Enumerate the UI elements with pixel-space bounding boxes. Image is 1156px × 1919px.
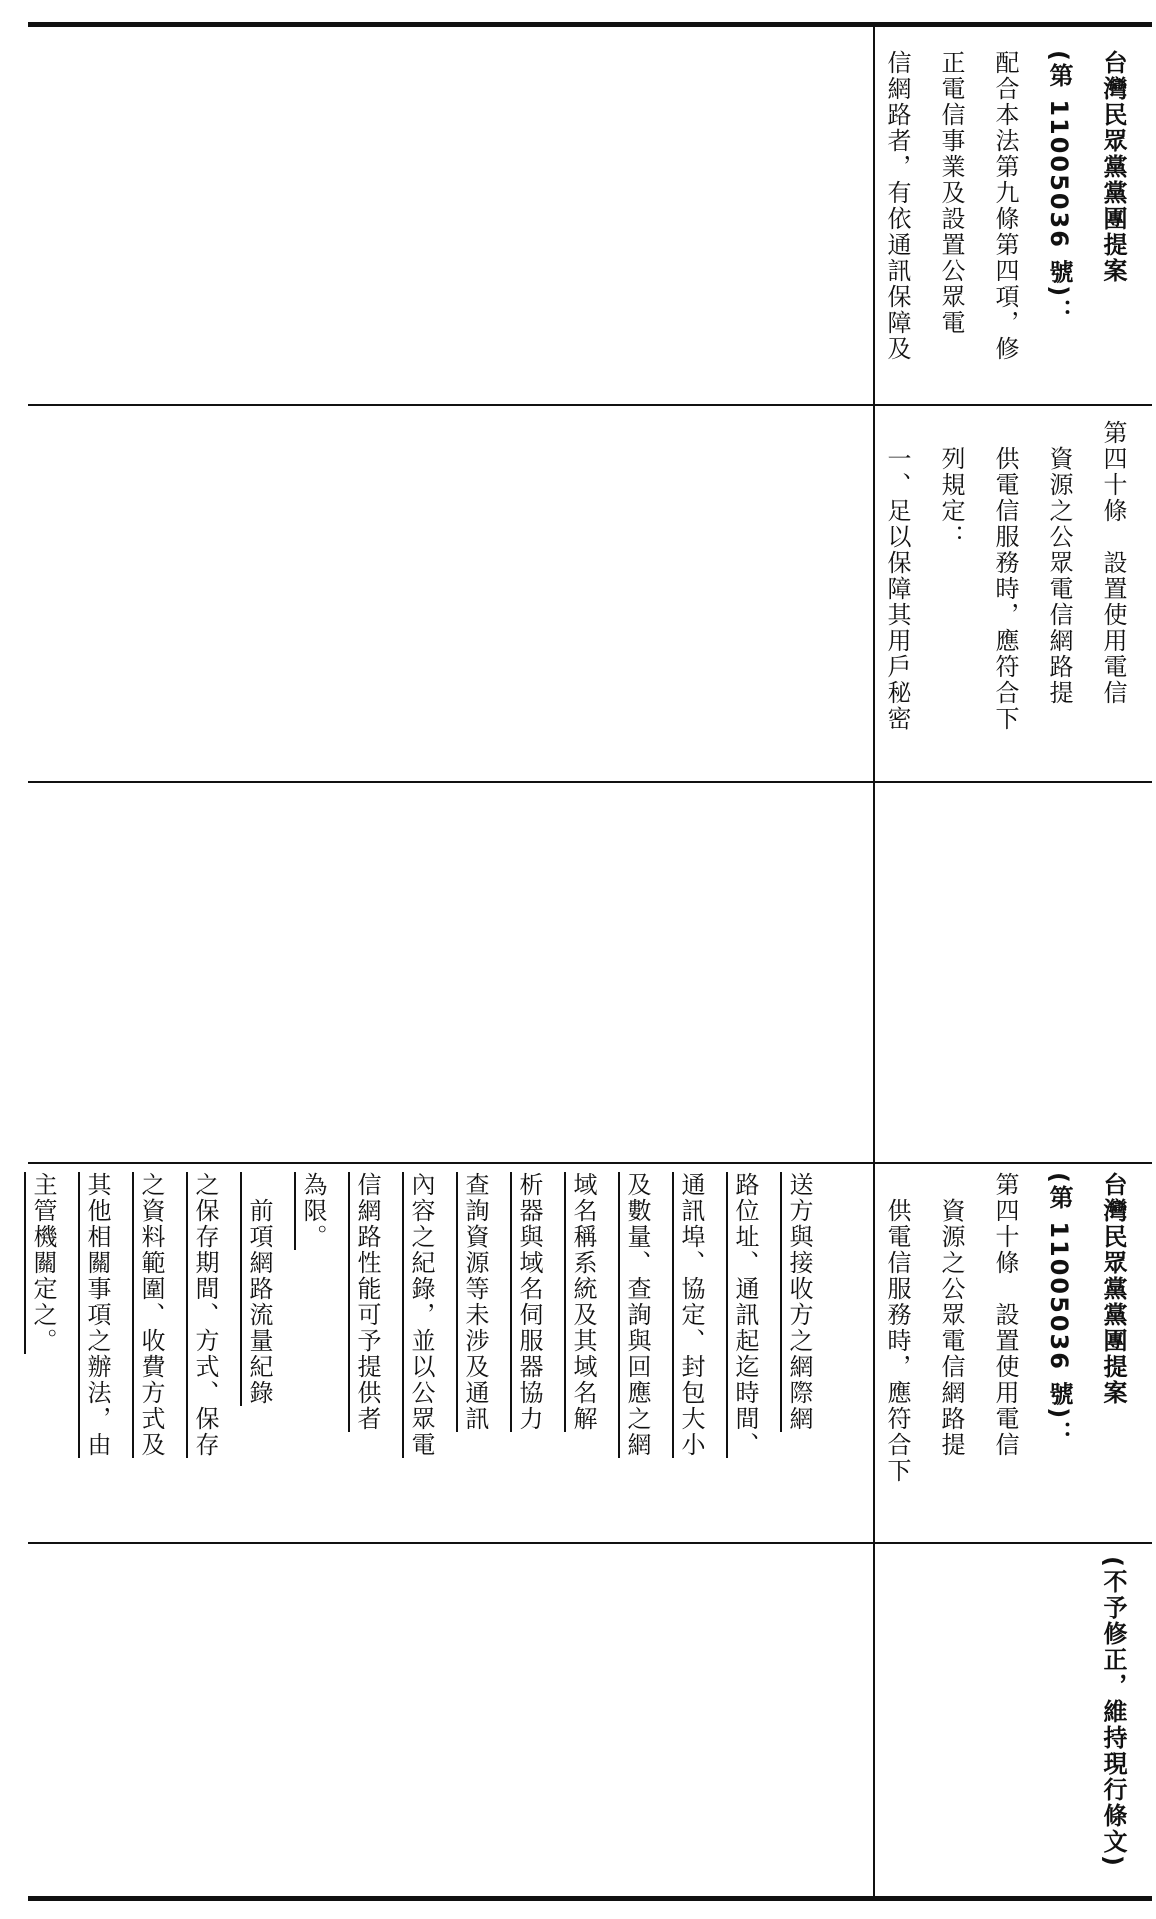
row2-cell: [870, 420, 1140, 770]
row1-cell: [870, 50, 1140, 390]
row4-heading: 台灣民眾黨黨團提案: [1099, 1172, 1127, 1406]
row1-line-3: 信網路者，有依通訊保障及: [883, 50, 911, 362]
row4-left-line-12: 之保存期間、方式、保存: [191, 1172, 219, 1458]
row4-right-line-3: 供電信服務時，應符合下: [883, 1172, 911, 1484]
row4-left-line-2: 路位址、通訊起迄時間、: [731, 1172, 759, 1458]
row1-line-1: 配合本法第九條第四項，修: [991, 50, 1019, 362]
row4-left-line-10: 為限。: [299, 1172, 327, 1250]
row4-left-line-7: 查詢資源等未涉及通訊: [461, 1172, 489, 1432]
row4-subheading: (第 11005036 號)：: [1045, 1172, 1073, 1447]
row4-left-line-5: 域名稱系統及其域名解: [569, 1172, 597, 1432]
table-bottom-border: [28, 1896, 1152, 1901]
row4-left-line-6: 析器與域名伺服器協力: [515, 1172, 543, 1432]
row-divider-3: [28, 1162, 1152, 1164]
row2-line-1: 第四十條 設置使用電信: [1099, 420, 1127, 706]
row2-line-5: 一、足以保障其用戶秘密: [883, 420, 911, 732]
row1-line-2: 正電信事業及設置公眾電: [937, 50, 965, 336]
row5-note: (不予修正，維持現行條文): [1099, 1556, 1127, 1868]
row1-heading: 台灣民眾黨黨團提案: [1099, 50, 1127, 284]
table-top-border: [28, 22, 1152, 27]
row4-left-line-8: 內容之紀錄，並以公眾電: [407, 1172, 435, 1458]
row-divider-1: [28, 404, 1152, 406]
row4-left-line-9: 信網路性能可予提供者: [353, 1172, 381, 1432]
row2-line-2: 資源之公眾電信網路提: [1045, 420, 1073, 706]
row1-subheading: (第 11005036 號)：: [1045, 50, 1073, 325]
row4-left-line-14: 其他相關事項之辦法，由: [83, 1172, 111, 1458]
row4-left-cell: [16, 1172, 826, 1532]
row-divider-4: [28, 1542, 1152, 1544]
row4-right-line-2: 資源之公眾電信網路提: [937, 1172, 965, 1458]
row4-right-cell: [870, 1172, 1140, 1532]
row4-left-line-3: 通訊埠、協定、封包大小: [677, 1172, 705, 1458]
row4-left-line-11: 前項網路流量紀錄: [245, 1172, 273, 1406]
row4-left-line-15: 主管機關定之。: [29, 1172, 57, 1354]
row4-left-line-4: 及數量、查詢與回應之網: [623, 1172, 651, 1458]
row4-left-line-1: 送方與接收方之網際網: [785, 1172, 813, 1432]
row5-cell: [1086, 1556, 1140, 1886]
row2-line-3: 供電信服務時，應符合下: [991, 420, 1019, 732]
row2-line-4: 列規定：: [937, 420, 965, 550]
row-divider-2: [28, 781, 1152, 783]
row4-right-line-1: 第四十條 設置使用電信: [991, 1172, 1019, 1458]
row4-left-line-13: 之資料範圍、收費方式及: [137, 1172, 165, 1458]
